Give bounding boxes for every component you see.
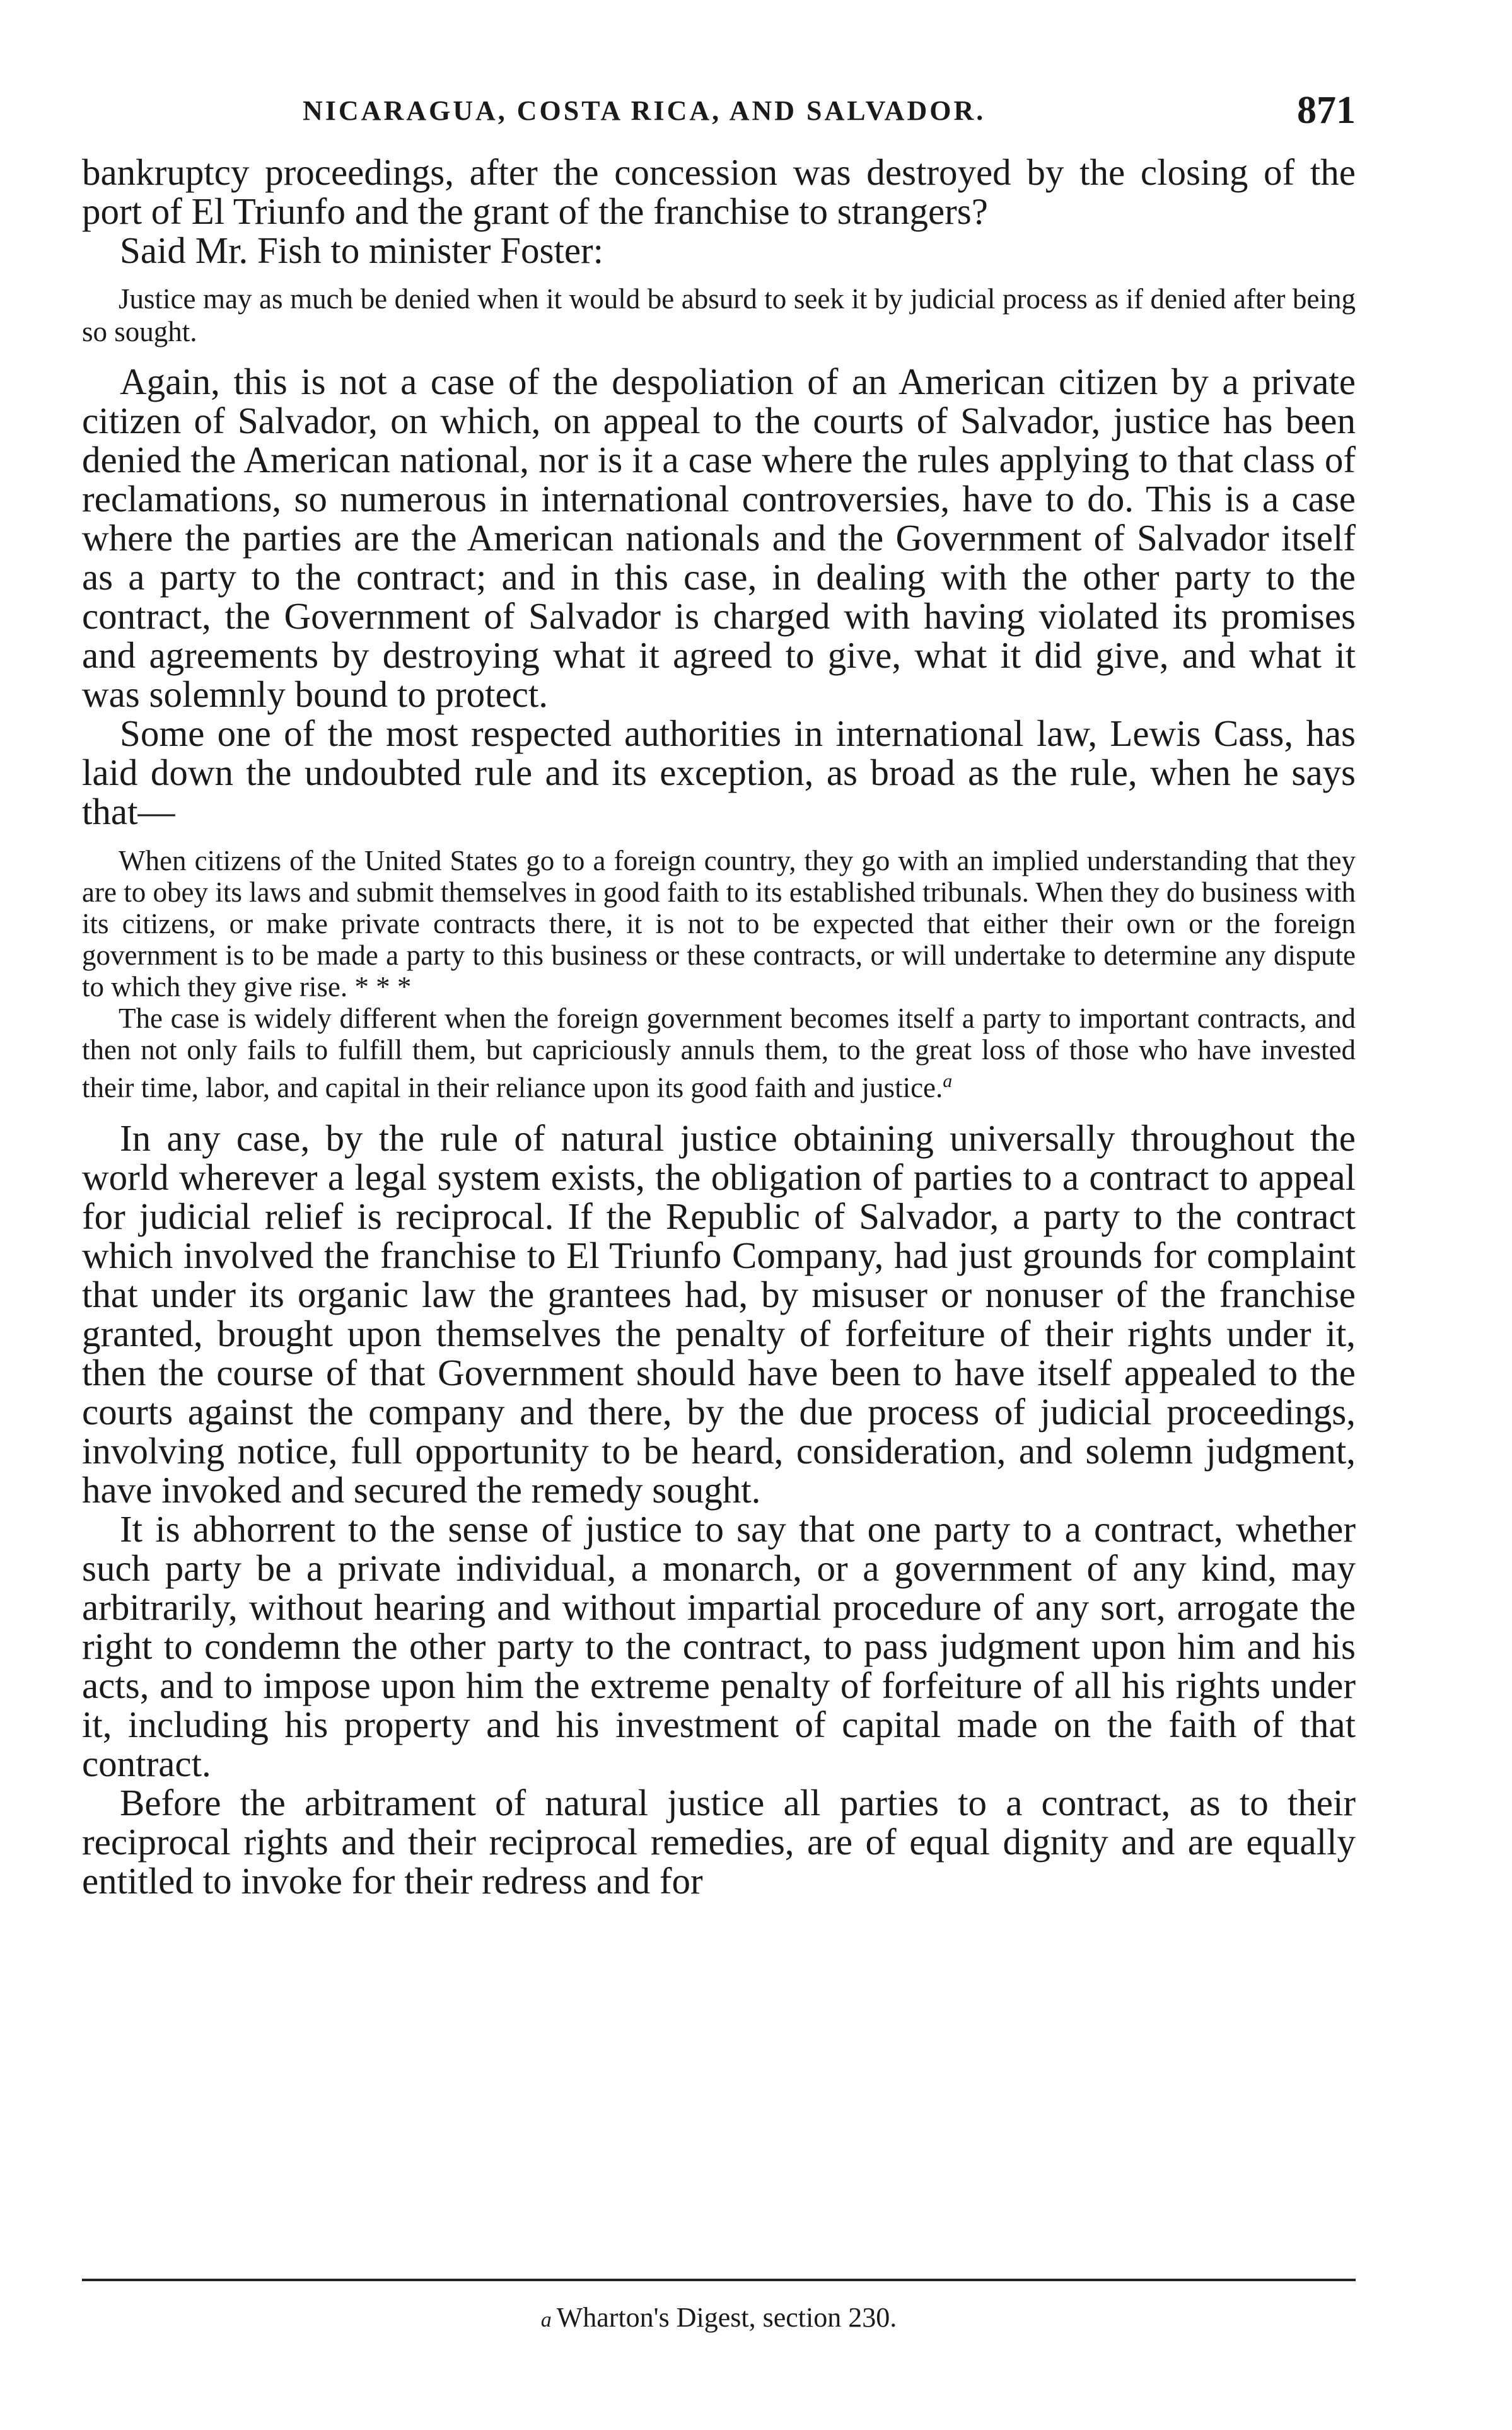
paragraph-arbitrament: Before the arbitrament of natural justice all parties to a contract, as to their reciprocal rights and their reciprocal remedies, are of equal dignity and are equally entitled to invoke for their redress and for: [82, 1782, 1356, 1902]
footnote-text: Wharton's Digest, section 230.: [556, 2302, 897, 2333]
paragraph-abhorrent: It is abhorrent to the sense of justice to say that one party to a contract, whether such party be a private individual, a monarch, or a government of any kind, may arbitrarily, without hearing and without impartial procedure of any sort, arrogate the right to condemn the other party to the contract, to pass judgment upon him and his acts, and to impose upon him the extreme penalty of forfeiture of all his rights under it, including his property and his investment of capital made on the faith of that contract.: [82, 1508, 1356, 1784]
quote-fish: [82, 282, 1356, 348]
quote-cass-part-2-text: The case is widely different when the foreign government becomes itself a party to important contracts, and then not only fails to fulfill them, but capriciously annuls them, to the great loss of those who have invested their time, labor, and capital in their reliance upon its good faith and justice.: [82, 1003, 1356, 1103]
quote-cass-part-2: [82, 1003, 1356, 1103]
page: [82, 88, 1356, 2333]
paragraph-continuation: bankruptcy proceedings, after the concession was destroyed by the closing of the port of El Triunfo and the grant of the franchise to strangers?: [82, 151, 1356, 232]
quote-cass-part-1: When citizens of the United States go to a foreign country, they go with an implied understanding that they are to obey its laws and submit themselves in good faith to its established tribunals. When they do business with its citizens, or make private contracts there, it is not to be expected that either their own or the foreign government is to be made a party to this business or these contracts, or will undertake to determine any dispute to which they give rise. * * *: [82, 845, 1356, 1003]
quote-fish-text: Justice may as much be denied when it would be absurd to seek it by judicial process as if denied after being so sought.: [82, 283, 1356, 347]
footnote: [82, 2301, 1356, 2334]
quote-cass: [82, 845, 1356, 1103]
page-number: 871: [1297, 89, 1356, 132]
footnote-reference[interactable]: a: [943, 1071, 953, 1091]
running-head: [82, 88, 1356, 145]
footnote-rule: [82, 2279, 1356, 2281]
running-title: NICARAGUA, COSTA RICA, AND SALVADOR.: [303, 95, 986, 126]
paragraph-despoliation: Again, this is not a case of the despoliation of an American citizen by a private citizen of Salvador, on which, on appeal to the courts of Salvador, justice has been denied the American national, nor is it a case where the rules applying to that class of reclamations, so numerous in international controversies, have to do. This is a case where the parties are the American nationals and the Government of Salvador itself as a party to the contract; and in this case, in dealing with the other party to the contract, the Government of Salvador is charged with having violated its promises and agreements by destroying what it agreed to give, what it did give, and what it was solemnly bound to protect.: [82, 361, 1356, 715]
body-text: [82, 153, 1356, 1900]
paragraph-lewis-cass: Some one of the most respected authorities in international law, Lewis Cass, has laid down the undoubted rule and its exception, as broad as the rule, when he says that—: [82, 712, 1356, 832]
footnote-marker: a: [540, 2308, 552, 2332]
paragraph-natural-justice: In any case, by the rule of natural justice obtaining universally throughout the world wherever a legal system exists, the obligation of parties to a contract to appeal for judicial relief is reciprocal. If the Republic of Salvador, a party to the contract which involved the franchise to El Triunfo Company, had just grounds for complaint that under its organic law the grantees had, by misuser or nonuser of the franchise granted, brought upon themselves the penalty of forfeiture of their rights under it, then the course of that Government should have been to have itself appealed to the courts against the company and there, by the due process of judicial proceedings, involving notice, full opportunity to be heard, consideration, and solemn judgment, have invoked and secured the remedy sought.: [82, 1117, 1356, 1511]
paragraph-fish-intro: Said Mr. Fish to minister Foster:: [120, 230, 604, 271]
